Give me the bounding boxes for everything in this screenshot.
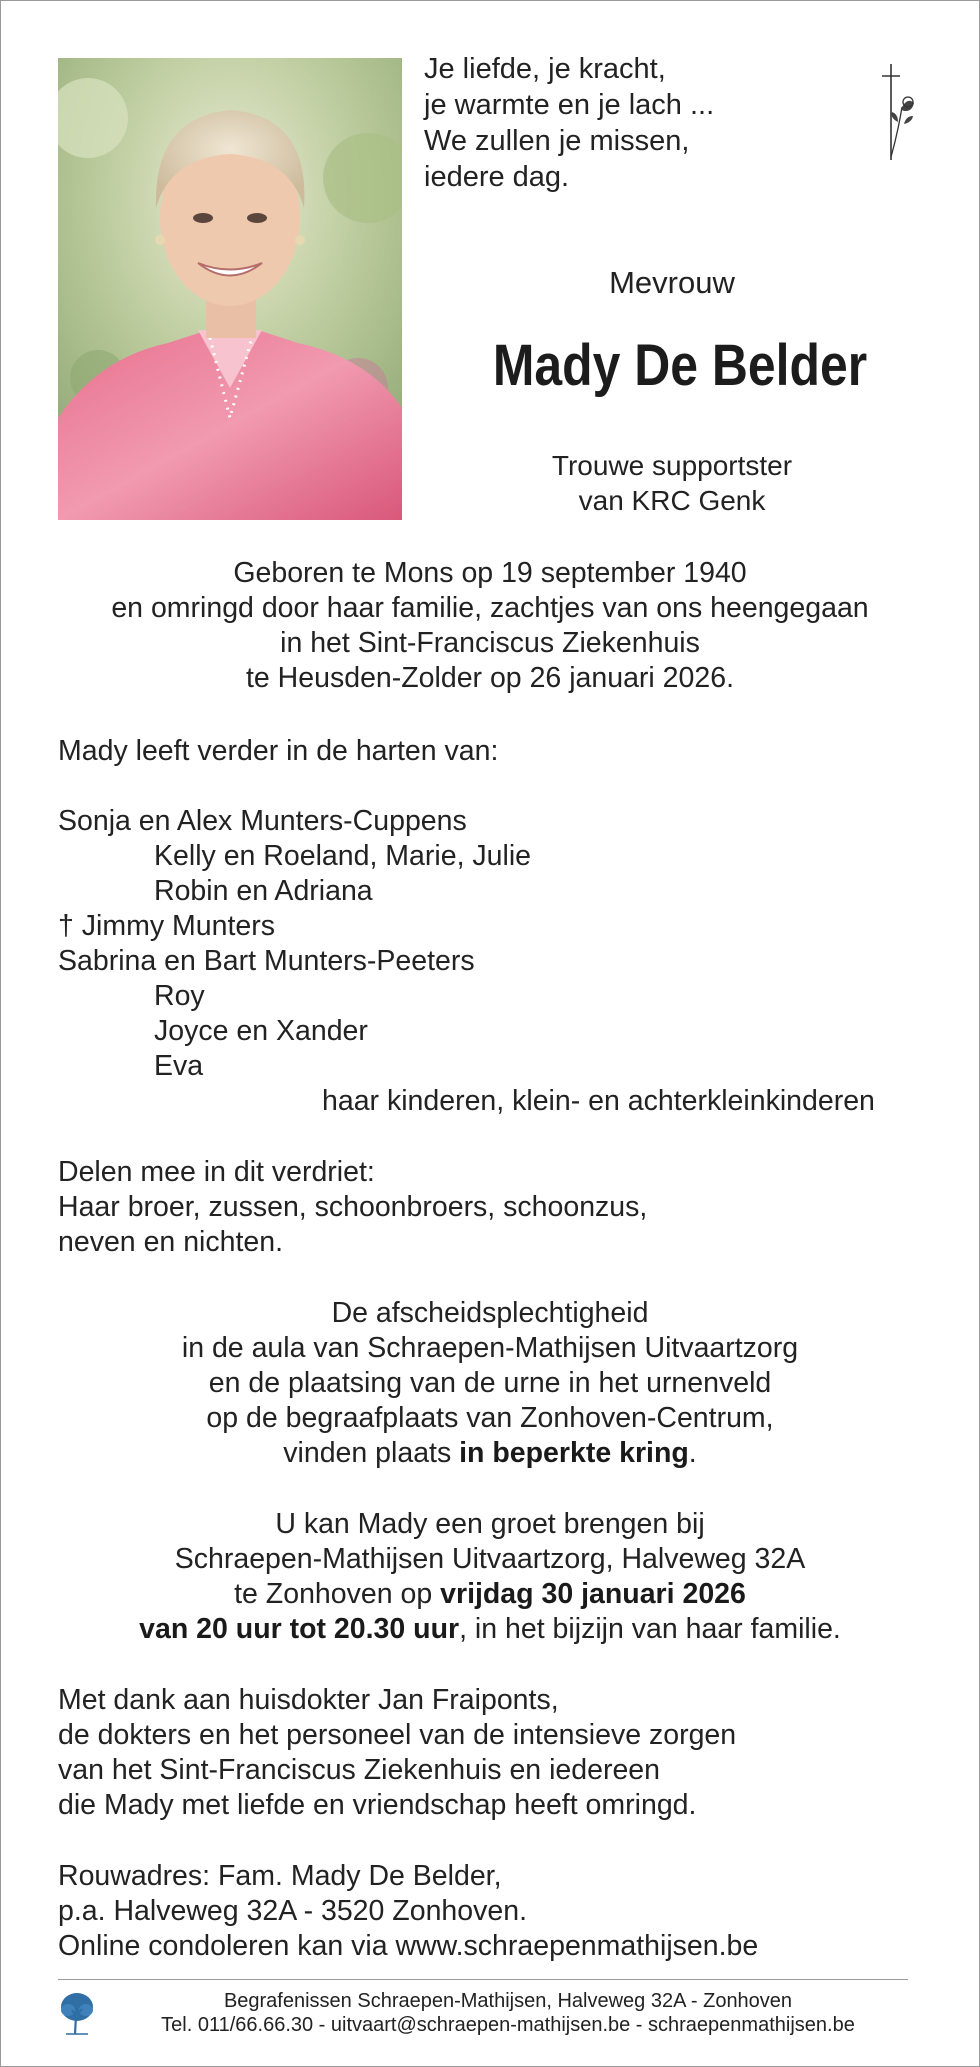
family-member: Eva — [154, 1050, 204, 1082]
address-line: Online condoleren kan via www.schraepenmathijsen.be — [58, 1930, 759, 1962]
family-member: † Jimmy Munters — [58, 910, 275, 942]
birth-line: Geboren te Mons op 19 september 1940 — [233, 557, 747, 589]
address-block — [58, 1859, 758, 1964]
family-member: Sonja en Alex Munters-Cuppens — [58, 805, 467, 837]
sharing-line: Haar broer, zussen, schoonbroers, schoonzus, — [58, 1191, 648, 1223]
footer-divider — [58, 1979, 908, 1980]
ceremony-line: in de aula van Schraepen-Mathijsen Uitvaartzorg — [181, 1332, 799, 1364]
tree-logo-icon — [58, 1990, 96, 2036]
honorific: Mevrouw — [609, 265, 735, 300]
sharing-line: neven en nichten. — [58, 1226, 284, 1258]
visit-block — [0, 1507, 980, 1647]
birth-line: in het Sint-Franciscus Ziekenhuis — [280, 627, 700, 659]
visit-line: Schraepen-Mathijsen Uitvaartzorg, Halveweg 32A — [174, 1543, 806, 1575]
family-caption: haar kinderen, klein- en achterkleinkinderen — [322, 1085, 875, 1117]
family-member: Robin en Adriana — [154, 875, 373, 907]
family-list — [58, 804, 531, 1084]
thanks-line: van het Sint-Franciscus Ziekenhuis en iedereen — [58, 1754, 660, 1786]
family-member: Kelly en Roeland, Marie, Julie — [154, 840, 532, 872]
visit-line — [0, 1612, 980, 1647]
family-member: Joyce en Xander — [154, 1015, 368, 1047]
thanks-line: die Mady met liefde en vriendschap heeft omringd. — [58, 1789, 697, 1821]
family-member: Roy — [154, 980, 205, 1012]
address-line: p.a. Halveweg 32A - 3520 Zonhoven. — [58, 1895, 527, 1927]
ceremony-line — [0, 1436, 980, 1471]
ceremony-line: De afscheidsplechtigheid — [331, 1297, 649, 1329]
ceremony-text: . — [688, 1437, 697, 1469]
subtitle-line: Trouwe supportster — [551, 450, 793, 481]
ceremony-block — [0, 1296, 980, 1471]
poem — [424, 51, 714, 195]
sharing-line: Delen mee in dit verdriet: — [58, 1156, 375, 1188]
poem-line: Je liefde, je kracht, — [424, 53, 666, 85]
hearts-intro: Mady leeft verder in de harten van: — [58, 735, 499, 767]
address-line: Rouwadres: Fam. Mady De Belder, — [58, 1860, 502, 1892]
ceremony-emphasis: in beperkte kring — [459, 1437, 689, 1469]
visit-line: U kan Mady een groet brengen bij — [275, 1508, 705, 1540]
ceremony-line: en de plaatsing van de urne in het urnenveld — [208, 1367, 772, 1399]
visit-date: vrijdag 30 januari 2026 — [440, 1578, 746, 1610]
footer — [96, 1989, 920, 2037]
deceased-name: Mady De Belder — [492, 333, 868, 398]
family-member: Sabrina en Bart Munters-Peeters — [58, 945, 475, 977]
poem-line: je warmte en je lach ... — [424, 89, 715, 121]
visit-text: , in het bijzijn van haar familie. — [459, 1613, 841, 1645]
visit-text: te Zonhoven op — [234, 1578, 441, 1610]
sharing-block — [58, 1155, 647, 1260]
visit-line — [0, 1577, 980, 1612]
ceremony-text: vinden plaats — [283, 1437, 460, 1469]
thanks-block — [58, 1683, 736, 1823]
poem-line: iedere dag. — [424, 161, 570, 193]
footer-line: Begrafenissen Schraepen-Mathijsen, Halveweg 32A - Zonhoven — [223, 1990, 793, 2012]
birth-line: te Heusden-Zolder op 26 januari 2026. — [246, 662, 734, 694]
footer-line: Tel. 011/66.66.30 - uitvaart@schraepen-mathijsen.be - schraepenmathijsen.be — [161, 2014, 855, 2036]
birth-info — [0, 556, 980, 696]
poem-line: We zullen je missen, — [424, 125, 690, 157]
ceremony-line: op de begraafplaats van Zonhoven-Centrum, — [206, 1402, 774, 1434]
birth-line: en omringd door haar familie, zachtjes van ons heengegaan — [111, 592, 869, 624]
cross-with-rose-icon — [878, 62, 920, 162]
subtitle — [452, 448, 892, 518]
thanks-line: Met dank aan huisdokter Jan Fraiponts, — [58, 1684, 559, 1716]
portrait-photo — [58, 58, 402, 520]
thanks-line: de dokters en het personeel van de intensieve zorgen — [58, 1719, 737, 1751]
subtitle-line: van KRC Genk — [578, 485, 766, 516]
visit-time: van 20 uur tot 20.30 uur — [139, 1613, 460, 1645]
